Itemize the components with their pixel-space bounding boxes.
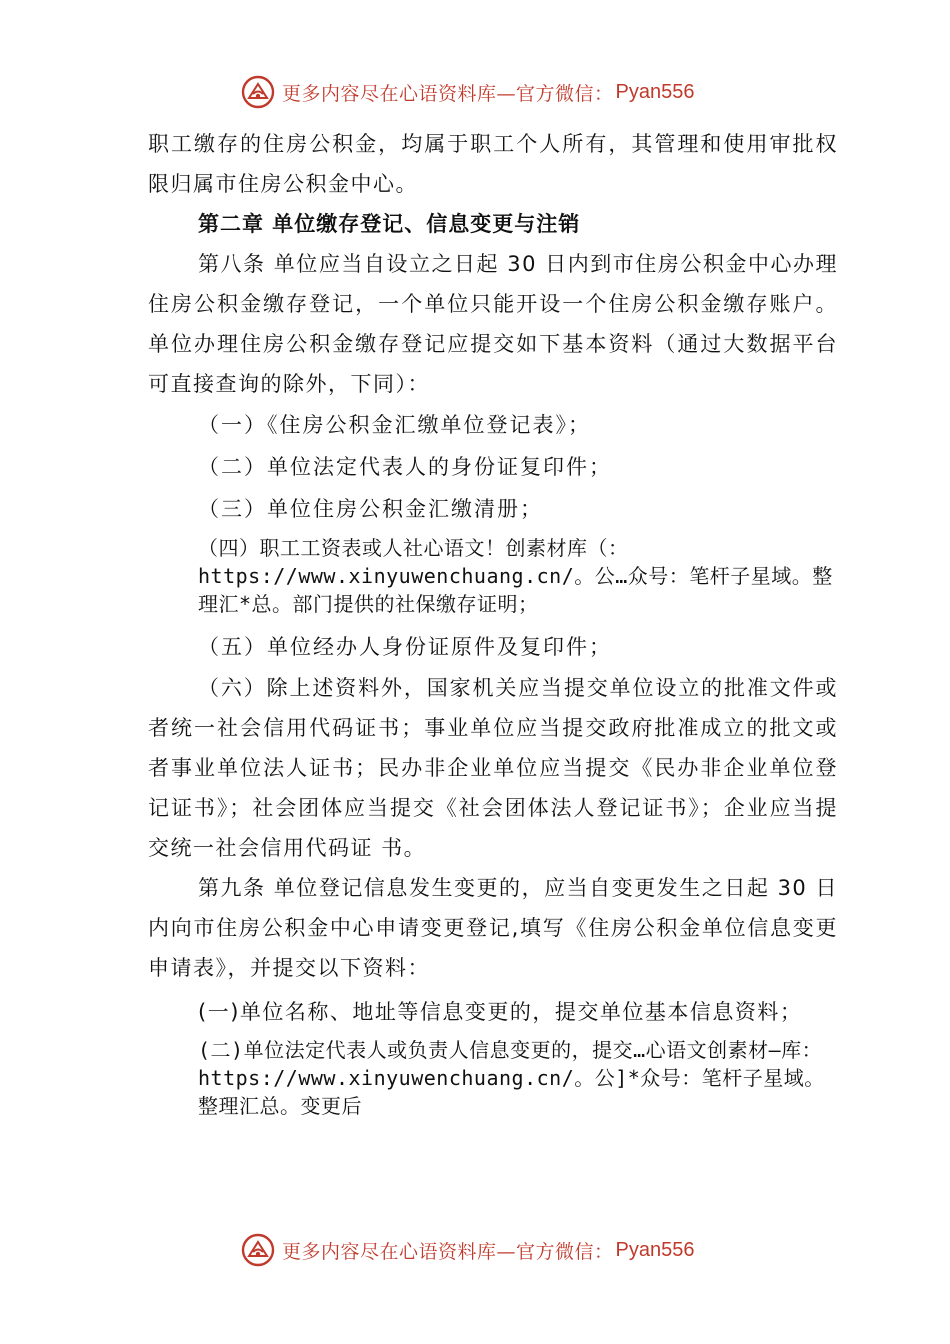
article-8: 第八条 单位应当自设立之日起 30 日内到市住房公积金中心办理住房公积金缴存登记，一个单位只能开设一个住房公积金缴存账户。单位办理住房公积金缴存登记应提交如下基本资料（通过大数据平台可直接查询的除外，下同）： xyxy=(148,252,838,396)
article-8-item-6: （六）除上述资料外，国家机关应当提交单位设立的批准文件或者统一社会信用代码证书；事业单位应当提交政府批准成立的批文或者事业单位法人证书；民办非企业单位应当提交《民办非企业单位登记证书》；社会团体应当提交《社会团体法人登记证书》；企业应当提交统一社会信用代码证 书。 xyxy=(148,676,838,860)
article-9-item-2: (二)单位法定代表人或负责人信息变更的，提交…心语文创素材—库：https://www.xinyuwenchuang.cn/。公]*众号：笔杆子星域。整理汇总。变更后 xyxy=(198,1038,825,1118)
article-9: 第九条 单位登记信息发生变更的，应当自变更发生之日起 30 日内向市住房公积金中心申请变更登记,填写《住房公积金单位信息变更申请表》，并提交以下资料： xyxy=(148,876,838,980)
brand-logo-icon xyxy=(240,1232,276,1268)
header-banner-text: 更多内容尽在心语资料库—官方微信： xyxy=(282,82,614,105)
header-wechat-id: Pyan556 xyxy=(615,80,695,103)
document-body xyxy=(148,124,838,1128)
article-8-item-2: （二）单位法定代表人的身份证复印件； xyxy=(198,455,612,479)
article-8-item-5: （五）单位经办人身份证原件及复印件； xyxy=(198,635,612,659)
footer-banner-text: 更多内容尽在心语资料库—官方微信： xyxy=(282,1240,614,1263)
article-8-item-3: （三）单位住房公积金汇缴清册； xyxy=(198,497,543,521)
article-9-item-1: (一)单位名称、地址等信息变更的，提交单位基本信息资料； xyxy=(198,1000,803,1024)
footer-banner xyxy=(240,1230,760,1270)
intro-paragraph: 职工缴存的住房公积金，均属于职工个人所有，其管理和使用审批权限归属市住房公积金中心。 xyxy=(148,132,838,196)
chapter-title: 第二章 单位缴存登记、信息变更与注销 xyxy=(198,212,581,236)
article-8-item-1: （一）《住房公积金汇缴单位登记表》； xyxy=(198,413,591,437)
header-banner xyxy=(240,72,760,112)
footer-wechat-id: Pyan556 xyxy=(615,1238,695,1261)
brand-logo-icon xyxy=(240,74,276,110)
article-8-item-4: （四）职工工资表或人社心语文！创素材库（：https://www.xinyuwenchuang.cn/。公…众号：笔杆子星域。整理汇*总。部门提供的社保缴存证明； xyxy=(198,536,833,616)
